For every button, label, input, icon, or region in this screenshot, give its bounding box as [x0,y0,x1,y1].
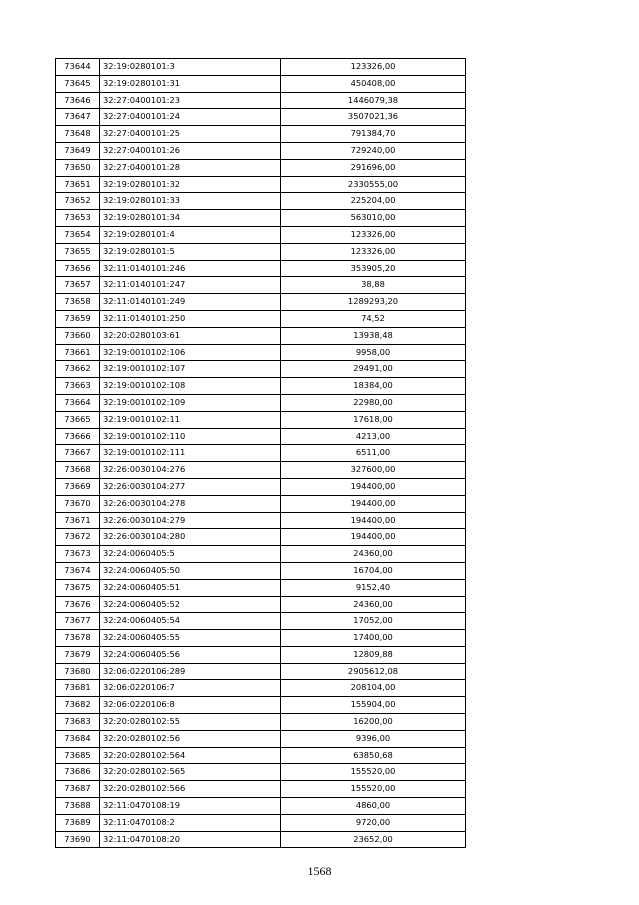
cadastral-value-cell: 450408,00 [281,75,466,92]
cadastral-value-cell: 17618,00 [281,411,466,428]
row-number-cell: 73685 [56,747,100,764]
cadastral-value-cell: 791384,70 [281,126,466,143]
cadastral-number-cell: 32:27:0400101:24 [100,109,281,126]
cadastral-value-cell: 225204,00 [281,193,466,210]
table-row [56,714,466,731]
row-number-cell: 73688 [56,798,100,815]
cadastral-value-cell: 1289293,20 [281,294,466,311]
table-row [56,445,466,462]
row-number-cell: 73657 [56,277,100,294]
cadastral-number-cell: 32:19:0280101:31 [100,75,281,92]
table-row [56,512,466,529]
cadastral-number-cell: 32:24:0060405:50 [100,562,281,579]
row-number-cell: 73653 [56,210,100,227]
cadastral-number-cell: 32:19:0010102:111 [100,445,281,462]
cadastral-number-cell: 32:06:0220106:289 [100,663,281,680]
table-row [56,428,466,445]
row-number-cell: 73684 [56,730,100,747]
table-row [56,294,466,311]
cadastral-value-cell: 3507021,36 [281,109,466,126]
cadastral-value-cell: 9958,00 [281,344,466,361]
cadastral-number-cell: 32:26:0030104:280 [100,529,281,546]
cadastral-value-cell: 18384,00 [281,378,466,395]
cadastral-number-cell: 32:26:0030104:279 [100,512,281,529]
row-number-cell: 73655 [56,243,100,260]
table-row [56,75,466,92]
cadastral-number-cell: 32:11:0470108:20 [100,831,281,848]
cadastral-number-cell: 32:27:0400101:25 [100,126,281,143]
row-number-cell: 73672 [56,529,100,546]
cadastral-value-cell: 194400,00 [281,478,466,495]
table-row [56,462,466,479]
cadastral-number-cell: 32:19:0280101:32 [100,176,281,193]
table-row [56,310,466,327]
row-number-cell: 73665 [56,411,100,428]
cadastral-value-cell: 17052,00 [281,613,466,630]
table-row [56,378,466,395]
table-row [56,814,466,831]
table-row [56,680,466,697]
cadastral-number-cell: 32:11:0140101:249 [100,294,281,311]
cadastral-value-cell: 29491,00 [281,361,466,378]
table-row [56,394,466,411]
row-number-cell: 73668 [56,462,100,479]
cadastral-value-cell: 23652,00 [281,831,466,848]
row-number-cell: 73676 [56,596,100,613]
row-number-cell: 73645 [56,75,100,92]
cadastral-value-cell: 123326,00 [281,243,466,260]
cadastral-value-cell: 2330555,00 [281,176,466,193]
cadastral-number-cell: 32:26:0030104:277 [100,478,281,495]
cadastral-value-cell: 1446079,38 [281,92,466,109]
table-row [56,92,466,109]
table-row [56,109,466,126]
row-number-cell: 73674 [56,562,100,579]
cadastral-value-cell: 123326,00 [281,226,466,243]
row-number-cell: 73662 [56,361,100,378]
table-row [56,730,466,747]
cadastral-value-cell: 16200,00 [281,714,466,731]
cadastral-number-cell: 32:20:0280102:55 [100,714,281,731]
cadastral-number-cell: 32:11:0140101:250 [100,310,281,327]
cadastral-value-cell: 9720,00 [281,814,466,831]
table-row [56,579,466,596]
cadastral-value-cell: 24360,00 [281,546,466,563]
cadastral-value-cell: 4860,00 [281,798,466,815]
cadastral-value-cell: 155520,00 [281,781,466,798]
row-number-cell: 73646 [56,92,100,109]
cadastral-value-cell: 353905,20 [281,260,466,277]
cadastral-number-cell: 32:19:0010102:11 [100,411,281,428]
row-number-cell: 73651 [56,176,100,193]
cadastral-number-cell: 32:19:0010102:109 [100,394,281,411]
row-number-cell: 73648 [56,126,100,143]
table-row [56,478,466,495]
row-number-cell: 73681 [56,680,100,697]
row-number-cell: 73682 [56,697,100,714]
table-row [56,59,466,76]
cadastral-value-cell: 9152,40 [281,579,466,596]
table-row [56,798,466,815]
cadastral-value-cell: 563010,00 [281,210,466,227]
cadastral-number-cell: 32:19:0280101:4 [100,226,281,243]
row-number-cell: 73690 [56,831,100,848]
cadastral-number-cell: 32:20:0280102:56 [100,730,281,747]
cadastral-value-cell: 63850,68 [281,747,466,764]
cadastral-value-cell: 6511,00 [281,445,466,462]
cadastral-value-table [55,58,466,848]
table-body [56,59,466,848]
cadastral-number-cell: 32:26:0030104:278 [100,495,281,512]
cadastral-number-cell: 32:11:0140101:246 [100,260,281,277]
cadastral-value-cell: 38,88 [281,277,466,294]
cadastral-value-cell: 13938,48 [281,327,466,344]
table-row [56,646,466,663]
cadastral-number-cell: 32:19:0010102:108 [100,378,281,395]
table-row [56,697,466,714]
cadastral-number-cell: 32:19:0280101:34 [100,210,281,227]
cadastral-value-cell: 194400,00 [281,495,466,512]
row-number-cell: 73670 [56,495,100,512]
cadastral-number-cell: 32:20:0280102:564 [100,747,281,764]
row-number-cell: 73650 [56,159,100,176]
cadastral-value-cell: 123326,00 [281,59,466,76]
cadastral-number-cell: 32:20:0280103:61 [100,327,281,344]
table-row [56,327,466,344]
table-row [56,546,466,563]
table-row [56,613,466,630]
cadastral-value-cell: 9396,00 [281,730,466,747]
row-number-cell: 73660 [56,327,100,344]
table-row [56,159,466,176]
cadastral-number-cell: 32:24:0060405:56 [100,646,281,663]
cadastral-number-cell: 32:24:0060405:54 [100,613,281,630]
cadastral-number-cell: 32:24:0060405:52 [100,596,281,613]
row-number-cell: 73689 [56,814,100,831]
table-row [56,260,466,277]
page-number: 1568 [307,864,332,878]
cadastral-value-cell: 155904,00 [281,697,466,714]
row-number-cell: 73656 [56,260,100,277]
row-number-cell: 73659 [56,310,100,327]
table-row [56,210,466,227]
row-number-cell: 73647 [56,109,100,126]
row-number-cell: 73666 [56,428,100,445]
table-row [56,344,466,361]
cadastral-value-cell: 24360,00 [281,596,466,613]
row-number-cell: 73654 [56,226,100,243]
cadastral-value-cell: 2905612,08 [281,663,466,680]
cadastral-number-cell: 32:26:0030104:276 [100,462,281,479]
row-number-cell: 73679 [56,646,100,663]
table-row [56,747,466,764]
cadastral-value-cell: 729240,00 [281,142,466,159]
table-row [56,142,466,159]
table-row [56,596,466,613]
table-row [56,562,466,579]
cadastral-number-cell: 32:19:0280101:3 [100,59,281,76]
row-number-cell: 73658 [56,294,100,311]
cadastral-number-cell: 32:20:0280102:565 [100,764,281,781]
cadastral-value-cell: 194400,00 [281,512,466,529]
cadastral-number-cell: 32:27:0400101:28 [100,159,281,176]
cadastral-number-cell: 32:20:0280102:566 [100,781,281,798]
cadastral-number-cell: 32:19:0280101:33 [100,193,281,210]
cadastral-value-cell: 74,52 [281,310,466,327]
cadastral-value-cell: 155520,00 [281,764,466,781]
cadastral-value-cell: 291696,00 [281,159,466,176]
cadastral-value-cell: 327600,00 [281,462,466,479]
row-number-cell: 73649 [56,142,100,159]
row-number-cell: 73683 [56,714,100,731]
cadastral-value-cell: 22980,00 [281,394,466,411]
cadastral-number-cell: 32:11:0470108:19 [100,798,281,815]
cadastral-number-cell: 32:19:0010102:110 [100,428,281,445]
cadastral-value-cell: 194400,00 [281,529,466,546]
cadastral-number-cell: 32:27:0400101:23 [100,92,281,109]
table-row [56,831,466,848]
row-number-cell: 73661 [56,344,100,361]
table-row [56,630,466,647]
cadastral-number-cell: 32:24:0060405:55 [100,630,281,647]
row-number-cell: 73664 [56,394,100,411]
row-number-cell: 73663 [56,378,100,395]
cadastral-value-cell: 12809,88 [281,646,466,663]
cadastral-number-cell: 32:19:0010102:106 [100,344,281,361]
cadastral-value-cell: 4213,00 [281,428,466,445]
table-row [56,176,466,193]
cadastral-number-cell: 32:11:0140101:247 [100,277,281,294]
table-row [56,126,466,143]
table-row [56,663,466,680]
row-number-cell: 73686 [56,764,100,781]
cadastral-number-cell: 32:19:0010102:107 [100,361,281,378]
table-row [56,764,466,781]
row-number-cell: 73671 [56,512,100,529]
row-number-cell: 73678 [56,630,100,647]
cadastral-value-cell: 16704,00 [281,562,466,579]
row-number-cell: 73673 [56,546,100,563]
row-number-cell: 73675 [56,579,100,596]
row-number-cell: 73667 [56,445,100,462]
row-number-cell: 73669 [56,478,100,495]
table-row [56,226,466,243]
cadastral-number-cell: 32:24:0060405:51 [100,579,281,596]
table-row [56,277,466,294]
cadastral-number-cell: 32:19:0280101:5 [100,243,281,260]
row-number-cell: 73680 [56,663,100,680]
table-row [56,361,466,378]
table-row [56,243,466,260]
cadastral-number-cell: 32:24:0060405:5 [100,546,281,563]
cadastral-value-cell: 208104,00 [281,680,466,697]
row-number-cell: 73644 [56,59,100,76]
table-row [56,781,466,798]
row-number-cell: 73677 [56,613,100,630]
table-row [56,529,466,546]
cadastral-number-cell: 32:06:0220106:8 [100,697,281,714]
table-row [56,411,466,428]
cadastral-number-cell: 32:27:0400101:26 [100,142,281,159]
cadastral-number-cell: 32:06:0220106:7 [100,680,281,697]
cadastral-number-cell: 32:11:0470108:2 [100,814,281,831]
table-row [56,193,466,210]
row-number-cell: 73687 [56,781,100,798]
table-row [56,495,466,512]
cadastral-value-cell: 17400,00 [281,630,466,647]
row-number-cell: 73652 [56,193,100,210]
